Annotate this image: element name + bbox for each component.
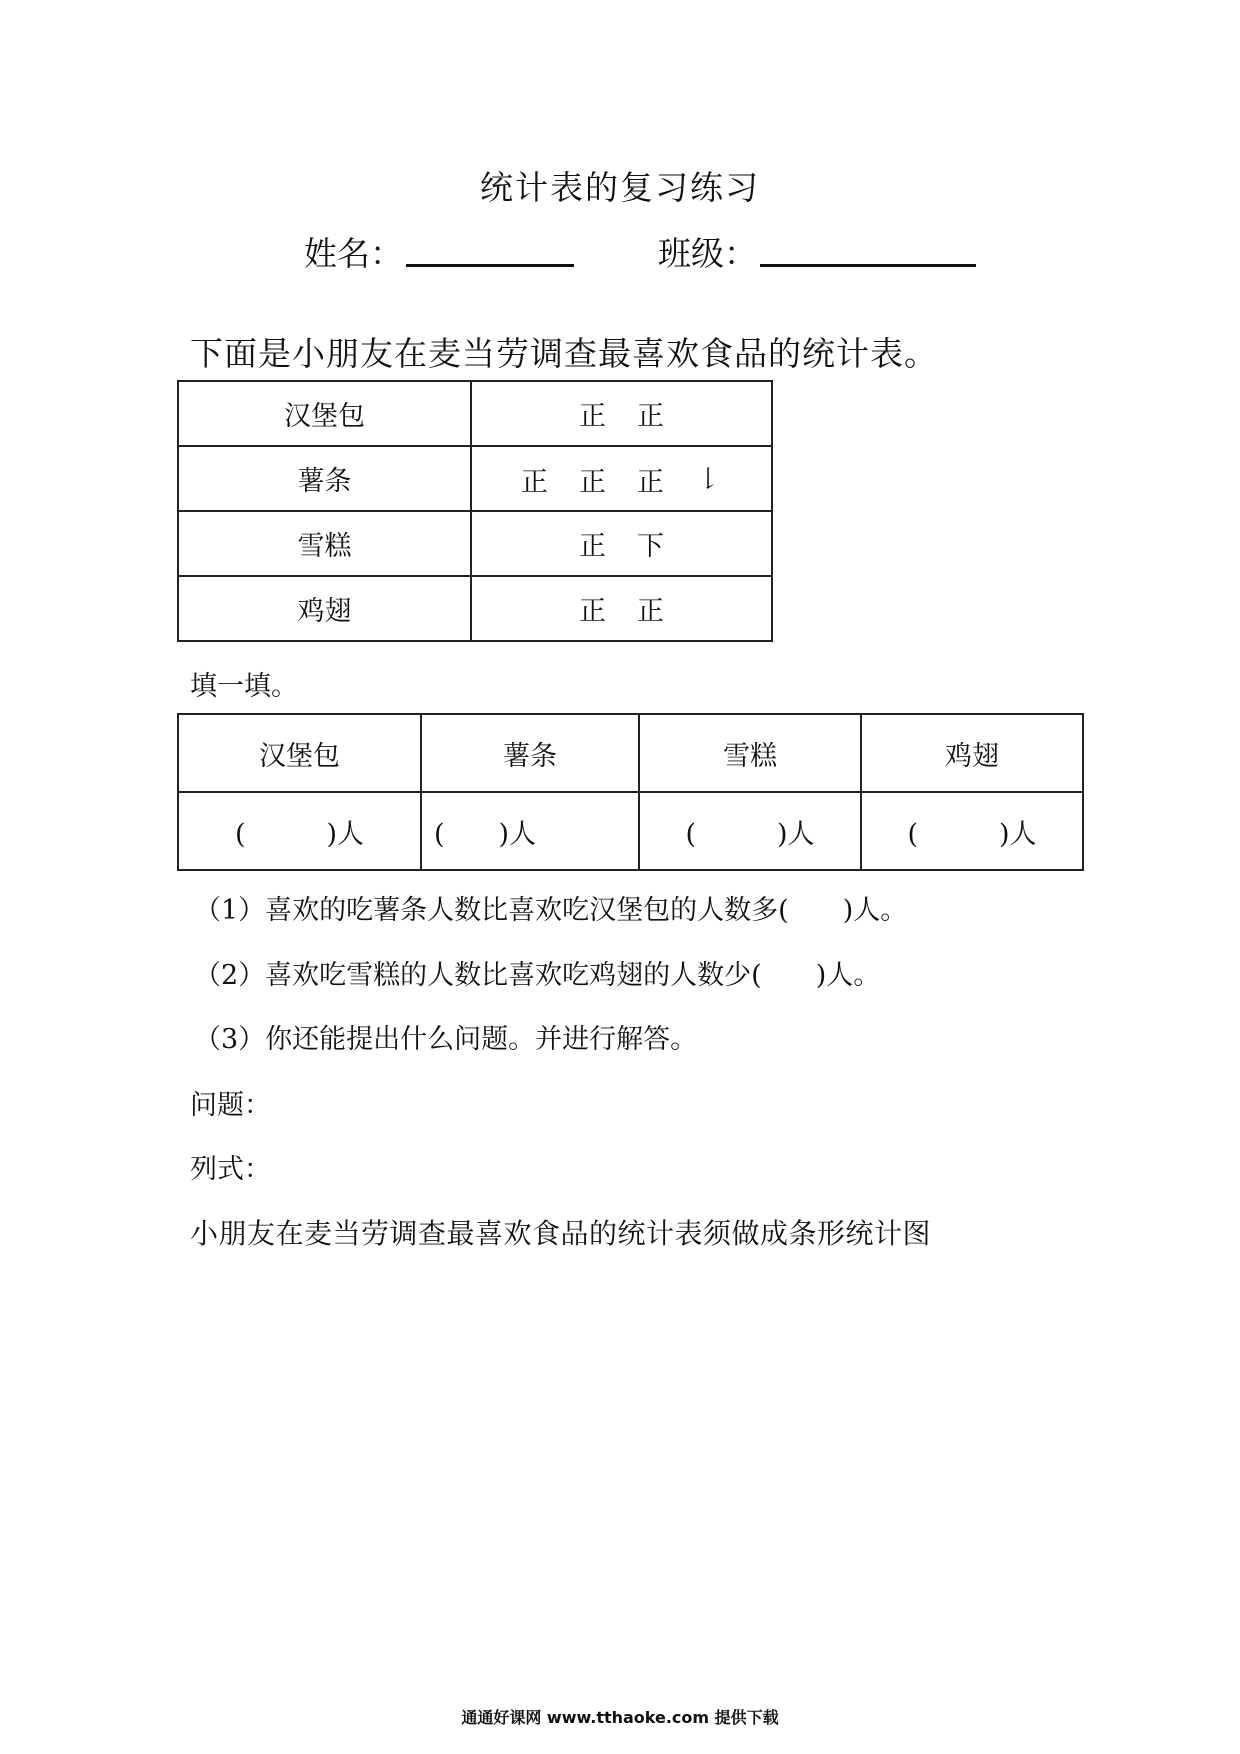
table-row [178,446,772,511]
table-row [178,511,772,576]
tally-mark: 𠄌 [696,464,721,493]
tally-mark: 正 [521,466,548,498]
name-blank-line[interactable] [406,264,574,267]
header-cell: 雪糕 [639,714,861,792]
header-cell: 薯条 [421,714,639,792]
tally-mark: 正 [637,466,664,498]
question-2: （2）喜欢吃雪糕的人数比喜欢吃鸡翅的人数少( )人。 [194,960,881,991]
tally-cell [471,446,772,511]
blank-text: ( )人 [685,818,815,850]
answer-blank[interactable] [178,792,421,870]
tally-table [177,380,773,642]
table-row [178,792,1083,870]
question-1: （1）喜欢的吃薯条人数比喜欢吃汉堡包的人数多( )人。 [194,895,908,926]
footer-source: 通通好课网 www.tthaoke.com 提供下载 [461,1708,779,1727]
table-row [178,381,772,446]
table-row [178,576,772,641]
formula-label: 列式： [190,1154,271,1185]
fill-in-label: 填一填。 [190,671,298,702]
question-3: （3）你还能提出什么问题。并进行解答。 [194,1024,698,1055]
food-cell: 汉堡包 [178,381,471,446]
tally-cell [471,576,772,641]
answer-blank[interactable] [421,792,639,870]
blank-text: ( )人 [907,818,1037,850]
tally-mark: 下 [637,531,664,562]
header-cell: 汉堡包 [178,714,421,792]
page-title: 统计表的复习练习 [480,168,760,207]
problem-label: 问题： [190,1090,271,1121]
food-cell: 薯条 [178,446,471,511]
answer-blank[interactable] [639,792,861,870]
tally-cell [471,381,772,446]
bar-chart-instruction: 小朋友在麦当劳调查最喜欢食品的统计表须做成条形统计图 [190,1217,932,1250]
class-blank-line[interactable] [760,264,976,267]
blank-text: ( )人 [434,818,537,850]
tally-mark: 正 [579,401,606,432]
food-cell: 雪糕 [178,511,471,576]
food-cell: 鸡翅 [178,576,471,641]
class-label: 班级： [658,234,757,273]
intro-text: 下面是小朋友在麦当劳调查最喜欢食品的统计表。 [190,334,938,373]
table-row [178,714,1083,792]
tally-mark: 正 [579,531,606,562]
blank-text: ( )人 [234,818,365,850]
tally-mark: 正 [637,401,664,432]
fill-table [177,713,1084,871]
tally-mark: 正 [637,596,664,627]
answer-blank[interactable] [861,792,1083,870]
header-cell: 鸡翅 [861,714,1083,792]
tally-mark: 正 [579,596,606,627]
tally-mark: 正 [579,466,606,498]
name-label: 姓名： [304,234,403,273]
tally-cell [471,511,772,576]
